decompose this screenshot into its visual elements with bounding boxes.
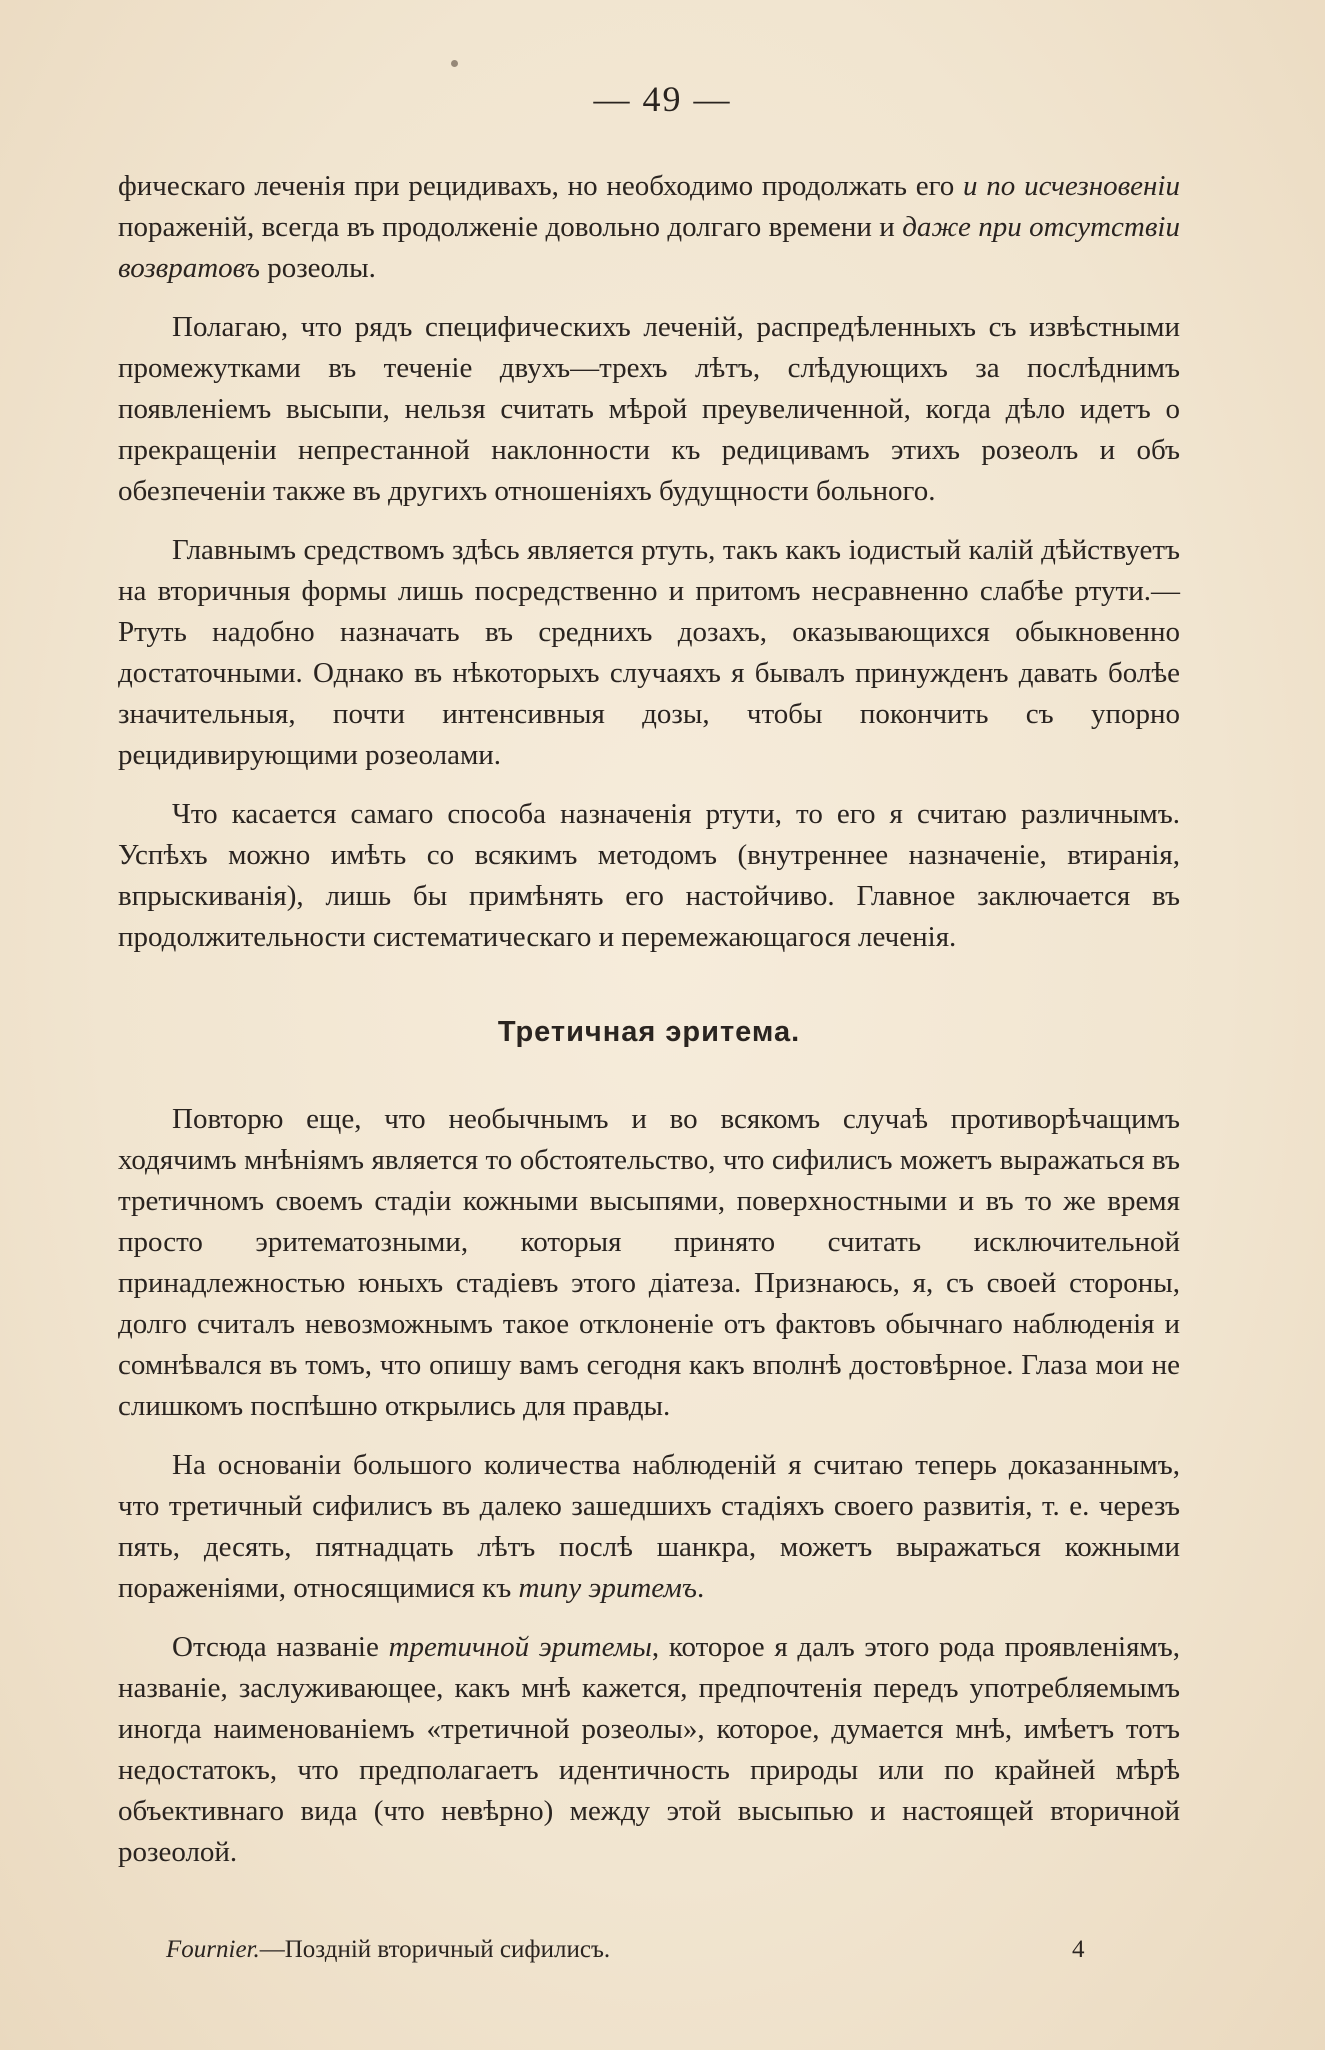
text-run: розеолы. — [259, 252, 376, 284]
footer-title: —Поздній вторичный сифилисъ. — [259, 1936, 611, 1963]
italic-run: третичной эритемы — [388, 1631, 652, 1663]
paragraph — [118, 1099, 1180, 1427]
italic-run: даже при отсутствіи возвратовъ — [118, 211, 1180, 284]
body-text — [118, 166, 1180, 1891]
section-heading: Третичная эритема. — [497, 1016, 801, 1048]
italic-run: и по исчезновеніи — [963, 170, 1180, 202]
ink-speck — [451, 60, 458, 67]
text-run: Что касается самаго способа назначенія ртути, то его я считаю различнымъ. Успѣхъ можно имѣть со всякимъ методомъ (внутреннее назначеніе, втиранія, впрыскиванія), лишь бы примѣнять его настойчиво. Главное заключается въ продолжительности систематическаго и перемежающагося леченія. — [118, 798, 1180, 953]
paragraph — [118, 530, 1180, 776]
paragraphs-after-heading — [118, 1099, 1180, 1873]
page-footer — [166, 1936, 1086, 1964]
paragraphs-before-heading — [118, 166, 1180, 958]
text-run: пораженій, всегда въ продолженіе довольно долгаго времени и — [118, 211, 903, 243]
text-run: Полагаю, что рядъ специфическихъ леченій, распредѣленныхъ съ извѣстными промежутками въ теченіе двухъ—трехъ лѣтъ, слѣдующихъ за послѣднимъ появленіемъ высыпи, нельзя считать мѣрой преувеличенной, когда дѣло идетъ о прекращеніи непрестанной наклонности къ редицивамъ этихъ розеолъ и объ обезпеченіи также въ другихъ отношеніяхъ будущности больного. — [118, 311, 1180, 507]
footer-sheet-number: 4 — [1072, 1936, 1085, 1963]
paragraph — [118, 307, 1180, 512]
paragraph — [118, 1627, 1180, 1873]
paragraph — [118, 794, 1180, 958]
text-run: Отсюда названіе — [172, 1631, 389, 1663]
page-number: — 49 — — [593, 79, 732, 119]
text-run: . — [696, 1572, 705, 1604]
text-run: Главнымъ средствомъ здѣсь является ртуть, такъ какъ іодистый калій дѣйствуетъ на вторичныя формы лишь посредственно и притомъ несравненно слабѣе ртути.—Ртуть надобно назначать въ среднихъ дозахъ, оказывающихся обыкновенно достаточными. Однако въ нѣкоторыхъ случаяхъ я бывалъ принужденъ давать болѣе значительныя, почти интенсивныя дозы, чтобы покончить съ упорно рецидивирующими розеолами. — [118, 534, 1180, 771]
text-run: , которое я далъ этого рода проявленіямъ, названіе, заслуживающее, какъ мнѣ кажется, предпочтенія передъ употребляемымъ иногда наименованіемъ «третичной розеолы», которое, думается мнѣ, имѣетъ тотъ недостатокъ, что предполагаетъ идентичность природы или по крайней мѣрѣ объективнаго вида (что невѣрно) между этой высыпью и настоящей вторичной розеолой. — [118, 1631, 1181, 1868]
text-run: На основаніи большого количества наблюденій я считаю теперь доказаннымъ, что третичный сифилисъ въ далеко зашедшихъ стадіяхъ своего развитія, т. е. черезъ пять, десять, пятнадцать лѣтъ послѣ шанкра, можетъ выражаться кожными пораженіями, относящимися къ — [118, 1449, 1180, 1604]
italic-run: типу эритемъ — [518, 1572, 697, 1604]
text-run: Повторю еще, что необычнымъ и во всякомъ случаѣ противорѣчащимъ ходячимъ мнѣніямъ является то обстоятельство, что сифилисъ можетъ выражаться въ третичномъ своемъ стадіи кожными высыпями, поверхностными и въ то же время просто эритематозными, которыя принято считать исключительной принадлежностью юныхъ стадіевъ этого діатеза. Признаюсь, я, съ своей стороны, долго считалъ невозможнымъ такое отклоненіе отъ фактовъ обычнаго наблюденія и сомнѣвался въ томъ, что опишу вамъ сегодня какъ вполнѣ достовѣрное. Глаза мои не слишкомъ поспѣшно открылись для правды. — [118, 1103, 1180, 1422]
footer-author: Fournier. — [166, 1936, 260, 1963]
paragraph — [118, 1445, 1180, 1609]
text-run: фическаго леченія при рецидивахъ, но необходимо продолжать его — [118, 170, 964, 202]
paragraph — [118, 166, 1180, 289]
